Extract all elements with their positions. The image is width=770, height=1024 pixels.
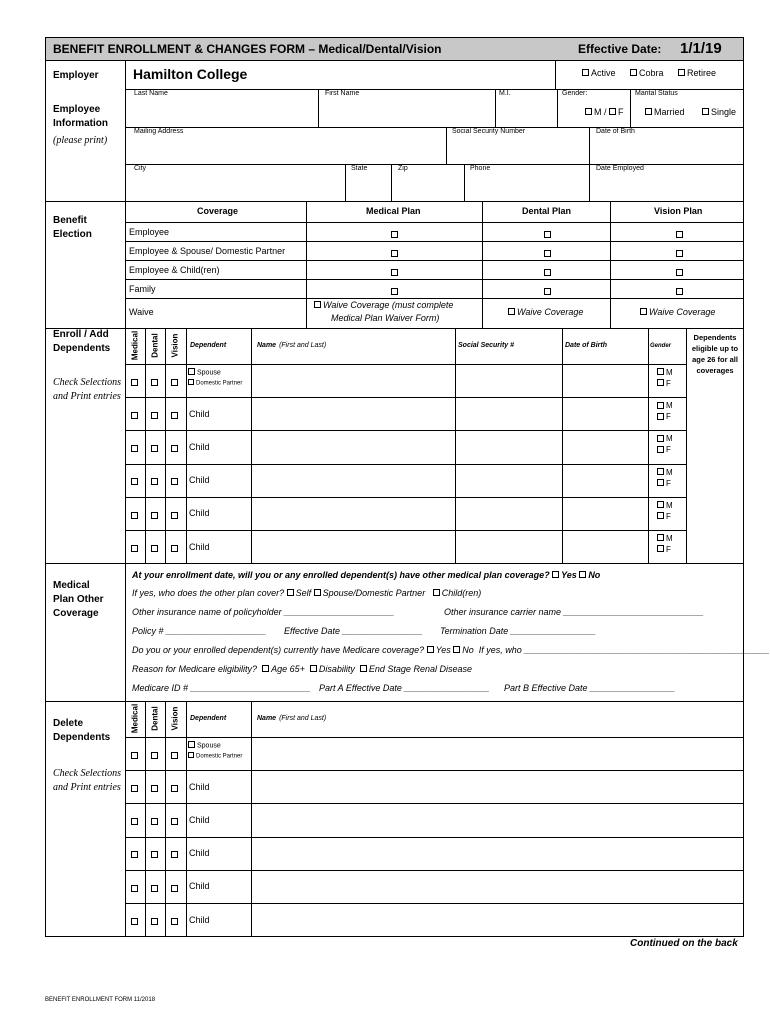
delete-row3-dental-checkbox[interactable] bbox=[151, 851, 158, 858]
coverage-employee-spouse: Employee & Spouse/ Domestic Partner bbox=[129, 246, 286, 256]
employee-vision-checkbox[interactable] bbox=[676, 231, 683, 238]
dependent-gender-f-checkbox[interactable] bbox=[657, 446, 664, 453]
gender-m-option[interactable]: M bbox=[657, 435, 673, 443]
delete-vision-column-header: Vision bbox=[170, 706, 180, 731]
termination-date-field[interactable]: Termination Date _________________ bbox=[440, 626, 596, 636]
cobra-checkbox[interactable] bbox=[630, 69, 637, 76]
gender-f-option[interactable]: F bbox=[657, 513, 671, 521]
enroll-row5-medical-checkbox[interactable] bbox=[131, 545, 138, 552]
marital-single[interactable]: Single bbox=[702, 108, 736, 117]
delete-row1-medical-checkbox[interactable] bbox=[131, 785, 138, 792]
family-vision-checkbox[interactable] bbox=[676, 288, 683, 295]
other-coverage-question: At your enrollment date, will you or any enrolled dependent(s) have other medical plan coverage? Yes No bbox=[132, 570, 601, 580]
delete-dental-column-header: Dental bbox=[150, 706, 160, 731]
dependent-gender-m-checkbox[interactable] bbox=[657, 501, 664, 508]
vision-plan-header: Vision Plan bbox=[654, 206, 703, 216]
gender-header: Gender bbox=[650, 343, 672, 349]
dob-field-label: Date of Birth bbox=[596, 128, 635, 135]
enroll-child-label: Child bbox=[189, 408, 210, 419]
enroll-domestic-checkbox[interactable] bbox=[188, 379, 194, 385]
spouse-dental-checkbox[interactable] bbox=[544, 250, 551, 257]
gender-f-checkbox[interactable] bbox=[609, 108, 616, 115]
marital-field-label: Marital Status bbox=[635, 90, 678, 97]
delete-row5-dental-checkbox[interactable] bbox=[151, 918, 158, 925]
delete-row2-vision-checkbox[interactable] bbox=[171, 818, 178, 825]
enroll-vision-column-header: Vision bbox=[170, 333, 180, 358]
delete-child-label: Child bbox=[189, 781, 210, 792]
enroll-dependents-note: Check Selections and Print entries bbox=[53, 377, 122, 402]
cover-spouse-checkbox[interactable] bbox=[314, 589, 321, 596]
delete-row3-vision-checkbox[interactable] bbox=[171, 851, 178, 858]
enroll-spouse-option[interactable]: Spouse bbox=[188, 369, 221, 376]
gender-options[interactable]: M / F bbox=[585, 108, 624, 117]
delete-child-label: Child bbox=[189, 848, 210, 859]
enroll-child-label: Child bbox=[189, 442, 210, 452]
gender-f-option[interactable]: F bbox=[657, 480, 671, 488]
delete-dependents-label: Delete Dependents bbox=[53, 718, 111, 743]
state-field-label: State bbox=[351, 165, 368, 172]
gender-m-option[interactable]: M bbox=[657, 535, 673, 543]
dental-plan-header: Dental Plan bbox=[522, 206, 572, 216]
dependent-gender-f-checkbox[interactable] bbox=[657, 512, 664, 519]
enroll-row5-vision-checkbox[interactable] bbox=[171, 545, 178, 552]
enroll-name-header: Name (First and Last) bbox=[257, 342, 327, 349]
effective-date-value: 1/1/19 bbox=[680, 40, 722, 57]
enroll-row3-medical-checkbox[interactable] bbox=[131, 478, 138, 485]
delete-spouse-option[interactable]: Spouse bbox=[188, 742, 221, 749]
delete-name-header: Name (First and Last) bbox=[257, 715, 327, 722]
delete-row0-vision-checkbox[interactable] bbox=[171, 752, 178, 759]
delete-medical-column-header: Medical bbox=[130, 703, 140, 734]
enroll-domestic-option[interactable]: Domestic Partner bbox=[188, 380, 242, 387]
delete-row2-medical-checkbox[interactable] bbox=[131, 818, 138, 825]
gender-f-option[interactable]: F bbox=[657, 380, 671, 388]
dependent-gender-m-checkbox[interactable] bbox=[657, 435, 664, 442]
dependent-gender-m-checkbox[interactable] bbox=[657, 402, 664, 409]
carrier-field[interactable]: Other insurance carrier name ____________________________ bbox=[444, 607, 704, 617]
first-name-field-label: First Name bbox=[325, 90, 360, 97]
married-checkbox[interactable] bbox=[645, 108, 652, 115]
enrollment-form bbox=[45, 37, 770, 937]
children-medical-checkbox[interactable] bbox=[391, 269, 398, 276]
status-active[interactable]: Active bbox=[582, 69, 616, 78]
delete-child-label: Child bbox=[189, 815, 210, 825]
delete-row5-vision-checkbox[interactable] bbox=[171, 918, 178, 925]
delete-row1-vision-checkbox[interactable] bbox=[171, 785, 178, 792]
disability-checkbox[interactable] bbox=[310, 665, 317, 672]
medical-other-coverage-label: Medical Plan Other Coverage bbox=[53, 580, 104, 619]
delete-child-label: Child bbox=[189, 914, 210, 925]
dependent-gender-f-checkbox[interactable] bbox=[657, 413, 664, 420]
delete-row4-vision-checkbox[interactable] bbox=[171, 885, 178, 892]
status-cobra[interactable]: Cobra bbox=[630, 69, 664, 78]
coverage-family: Family bbox=[129, 284, 156, 294]
retiree-checkbox[interactable] bbox=[678, 69, 685, 76]
coverage-waive: Waive bbox=[129, 307, 154, 317]
effective-date-label: Effective Date: bbox=[578, 42, 662, 56]
age-65-checkbox[interactable] bbox=[262, 665, 269, 672]
ssn-header: Social Security # bbox=[458, 342, 515, 349]
delete-child-label: Child bbox=[189, 881, 210, 892]
continued-note: Continued on the back bbox=[630, 938, 738, 949]
enroll-child-label: Child bbox=[189, 475, 210, 486]
effective-date-field[interactable]: Effective Date ________________ bbox=[284, 626, 423, 636]
enroll-child-label: Child bbox=[189, 508, 210, 519]
waive-medical[interactable]: Waive Coverage (must complete bbox=[314, 301, 453, 310]
mi-field-label: M.I. bbox=[499, 90, 511, 97]
medicare-reason: Reason for Medicare eligibility? Age 65+ Disability End Stage Renal Disease bbox=[132, 664, 472, 674]
zip-field-label: Zip bbox=[398, 165, 408, 172]
enroll-row2-dental-checkbox[interactable] bbox=[151, 445, 158, 452]
delete-dependent-header: Dependent bbox=[190, 715, 227, 722]
enroll-row1-dental-checkbox[interactable] bbox=[151, 412, 158, 419]
family-medical-checkbox[interactable] bbox=[391, 288, 398, 295]
last-name-field-label: Last Name bbox=[134, 90, 168, 97]
family-dental-checkbox[interactable] bbox=[544, 288, 551, 295]
cover-self-checkbox[interactable] bbox=[287, 589, 294, 596]
policy-number-field[interactable]: Policy # ____________________ bbox=[132, 626, 267, 636]
benefit-election-label: Benefit Election bbox=[53, 215, 92, 240]
waive-vision-checkbox[interactable] bbox=[640, 308, 647, 315]
waive-vision[interactable]: Waive Coverage bbox=[640, 308, 715, 317]
other-coverage-yes-checkbox[interactable] bbox=[552, 571, 559, 578]
delete-domestic-option[interactable]: Domestic Partner bbox=[188, 753, 242, 760]
waive-medical-note: Medical Plan Waiver Form) bbox=[331, 313, 440, 323]
other-plan-cover-question: If yes, who does the other plan cover? Self Spouse/Domestic Partner Child(ren) bbox=[132, 588, 482, 598]
gender-f-option[interactable]: F bbox=[657, 546, 671, 554]
dependent-gender-m-checkbox[interactable] bbox=[657, 534, 664, 541]
enroll-row1-medical-checkbox[interactable] bbox=[131, 412, 138, 419]
status-retiree[interactable]: Retiree bbox=[678, 69, 716, 78]
coverage-employee-children: Employee & Child(ren) bbox=[129, 265, 220, 275]
form-id: BENEFIT ENROLLMENT FORM 11/2018 bbox=[45, 997, 156, 1003]
enroll-child-label: Child bbox=[189, 541, 210, 552]
single-checkbox[interactable] bbox=[702, 108, 709, 115]
gender-f-option[interactable]: F bbox=[657, 446, 671, 454]
gender-m-option[interactable]: M bbox=[657, 502, 673, 510]
employee-info-note: (please print) bbox=[53, 135, 108, 146]
enroll-row1-vision-checkbox[interactable] bbox=[171, 412, 178, 419]
marital-married[interactable]: Married bbox=[645, 108, 685, 117]
employee-info-label: Employee Information bbox=[53, 104, 108, 129]
medicare-yes-checkbox[interactable] bbox=[427, 646, 434, 653]
employee-dental-checkbox[interactable] bbox=[544, 231, 551, 238]
enroll-row0-vision-checkbox[interactable] bbox=[171, 379, 178, 386]
delete-row5-medical-checkbox[interactable] bbox=[131, 918, 138, 925]
enroll-row3-dental-checkbox[interactable] bbox=[151, 478, 158, 485]
spouse-vision-checkbox[interactable] bbox=[676, 250, 683, 257]
delete-row0-medical-checkbox[interactable] bbox=[131, 752, 138, 759]
enroll-medical-column-header: Medical bbox=[130, 330, 140, 361]
enroll-row3-vision-checkbox[interactable] bbox=[171, 478, 178, 485]
other-coverage-no-checkbox[interactable] bbox=[579, 571, 586, 578]
dependent-gender-m-checkbox[interactable] bbox=[657, 468, 664, 475]
dependent-gender-f-checkbox[interactable] bbox=[657, 545, 664, 552]
coverage-header: Coverage bbox=[197, 206, 239, 216]
phone-field-label: Phone bbox=[470, 165, 491, 172]
gender-f-option[interactable]: F bbox=[657, 413, 671, 421]
enroll-row0-medical-checkbox[interactable] bbox=[131, 379, 138, 386]
delete-row4-medical-checkbox[interactable] bbox=[131, 885, 138, 892]
medicare-question: Do you or your enrolled dependent(s) currently have Medicare coverage? Yes No If yes, who _________________________________________________ bbox=[132, 645, 770, 655]
delete-domestic-checkbox[interactable] bbox=[188, 752, 194, 758]
employer-name[interactable]: Hamilton College bbox=[133, 66, 248, 82]
medical-plan-header: Medical Plan bbox=[366, 206, 421, 216]
medicare-id-field[interactable]: Medicare ID # ________________________ bbox=[132, 683, 311, 693]
enroll-row2-vision-checkbox[interactable] bbox=[171, 445, 178, 452]
policyholder-field[interactable]: Other insurance name of policyholder ______________________ bbox=[132, 607, 395, 617]
cover-children-checkbox[interactable] bbox=[433, 589, 440, 596]
employer-label: Employer bbox=[53, 70, 99, 81]
esrd-checkbox[interactable] bbox=[360, 665, 367, 672]
dependent-gender-m-checkbox[interactable] bbox=[657, 368, 664, 375]
dob-header: Date of Birth bbox=[565, 342, 607, 349]
delete-row2-dental-checkbox[interactable] bbox=[151, 818, 158, 825]
dependent-gender-f-checkbox[interactable] bbox=[657, 479, 664, 486]
enroll-row5-dental-checkbox[interactable] bbox=[151, 545, 158, 552]
coverage-employee: Employee bbox=[129, 227, 170, 237]
gender-m-option[interactable]: M bbox=[657, 469, 673, 477]
enroll-row2-medical-checkbox[interactable] bbox=[131, 445, 138, 452]
part-b-date-field[interactable]: Part B Effective Date _________________ bbox=[504, 683, 676, 693]
enroll-row4-vision-checkbox[interactable] bbox=[171, 512, 178, 519]
spouse-medical-checkbox[interactable] bbox=[391, 250, 398, 257]
enroll-row4-dental-checkbox[interactable] bbox=[151, 512, 158, 519]
waive-medical-checkbox[interactable] bbox=[314, 301, 321, 308]
city-field-label: City bbox=[134, 165, 147, 172]
gender-m-checkbox[interactable] bbox=[585, 108, 592, 115]
gender-m-option[interactable]: M bbox=[657, 402, 673, 410]
delete-row1-dental-checkbox[interactable] bbox=[151, 785, 158, 792]
children-dental-checkbox[interactable] bbox=[544, 269, 551, 276]
delete-row0-dental-checkbox[interactable] bbox=[151, 752, 158, 759]
waive-dental-checkbox[interactable] bbox=[508, 308, 515, 315]
enroll-row0-dental-checkbox[interactable] bbox=[151, 379, 158, 386]
waive-dental[interactable]: Waive Coverage bbox=[508, 308, 583, 317]
delete-row3-medical-checkbox[interactable] bbox=[131, 851, 138, 858]
date-employed-field-label: Date Employed bbox=[596, 165, 644, 172]
ssn-field-label: Social Security Number bbox=[452, 128, 526, 135]
enroll-dental-column-header: Dental bbox=[150, 333, 160, 358]
part-a-date-field[interactable]: Part A Effective Date _________________ bbox=[319, 683, 490, 693]
children-vision-checkbox[interactable] bbox=[676, 269, 683, 276]
form-title: BENEFIT ENROLLMENT & CHANGES FORM – Medical/Dental/Vision bbox=[53, 42, 442, 56]
active-checkbox[interactable] bbox=[582, 69, 589, 76]
delete-spouse-checkbox[interactable] bbox=[188, 741, 195, 748]
gender-m-option[interactable]: M bbox=[657, 369, 673, 377]
enroll-row4-medical-checkbox[interactable] bbox=[131, 512, 138, 519]
medicare-no-checkbox[interactable] bbox=[453, 646, 460, 653]
delete-dependents-note: Check Selections and Print entries bbox=[53, 768, 122, 793]
eligible-note: Dependents eligible up to age 26 for all coverages bbox=[691, 333, 739, 375]
employee-medical-checkbox[interactable] bbox=[391, 231, 398, 238]
enroll-dependents-label: Enroll / Add Dependents bbox=[53, 329, 111, 354]
enroll-dependent-header: Dependent bbox=[190, 342, 227, 349]
gender-field-label: Gender: bbox=[562, 90, 588, 97]
enroll-spouse-checkbox[interactable] bbox=[188, 368, 195, 375]
dependent-gender-f-checkbox[interactable] bbox=[657, 379, 664, 386]
mailing-address-field-label: Mailing Address bbox=[134, 128, 184, 135]
delete-row4-dental-checkbox[interactable] bbox=[151, 885, 158, 892]
